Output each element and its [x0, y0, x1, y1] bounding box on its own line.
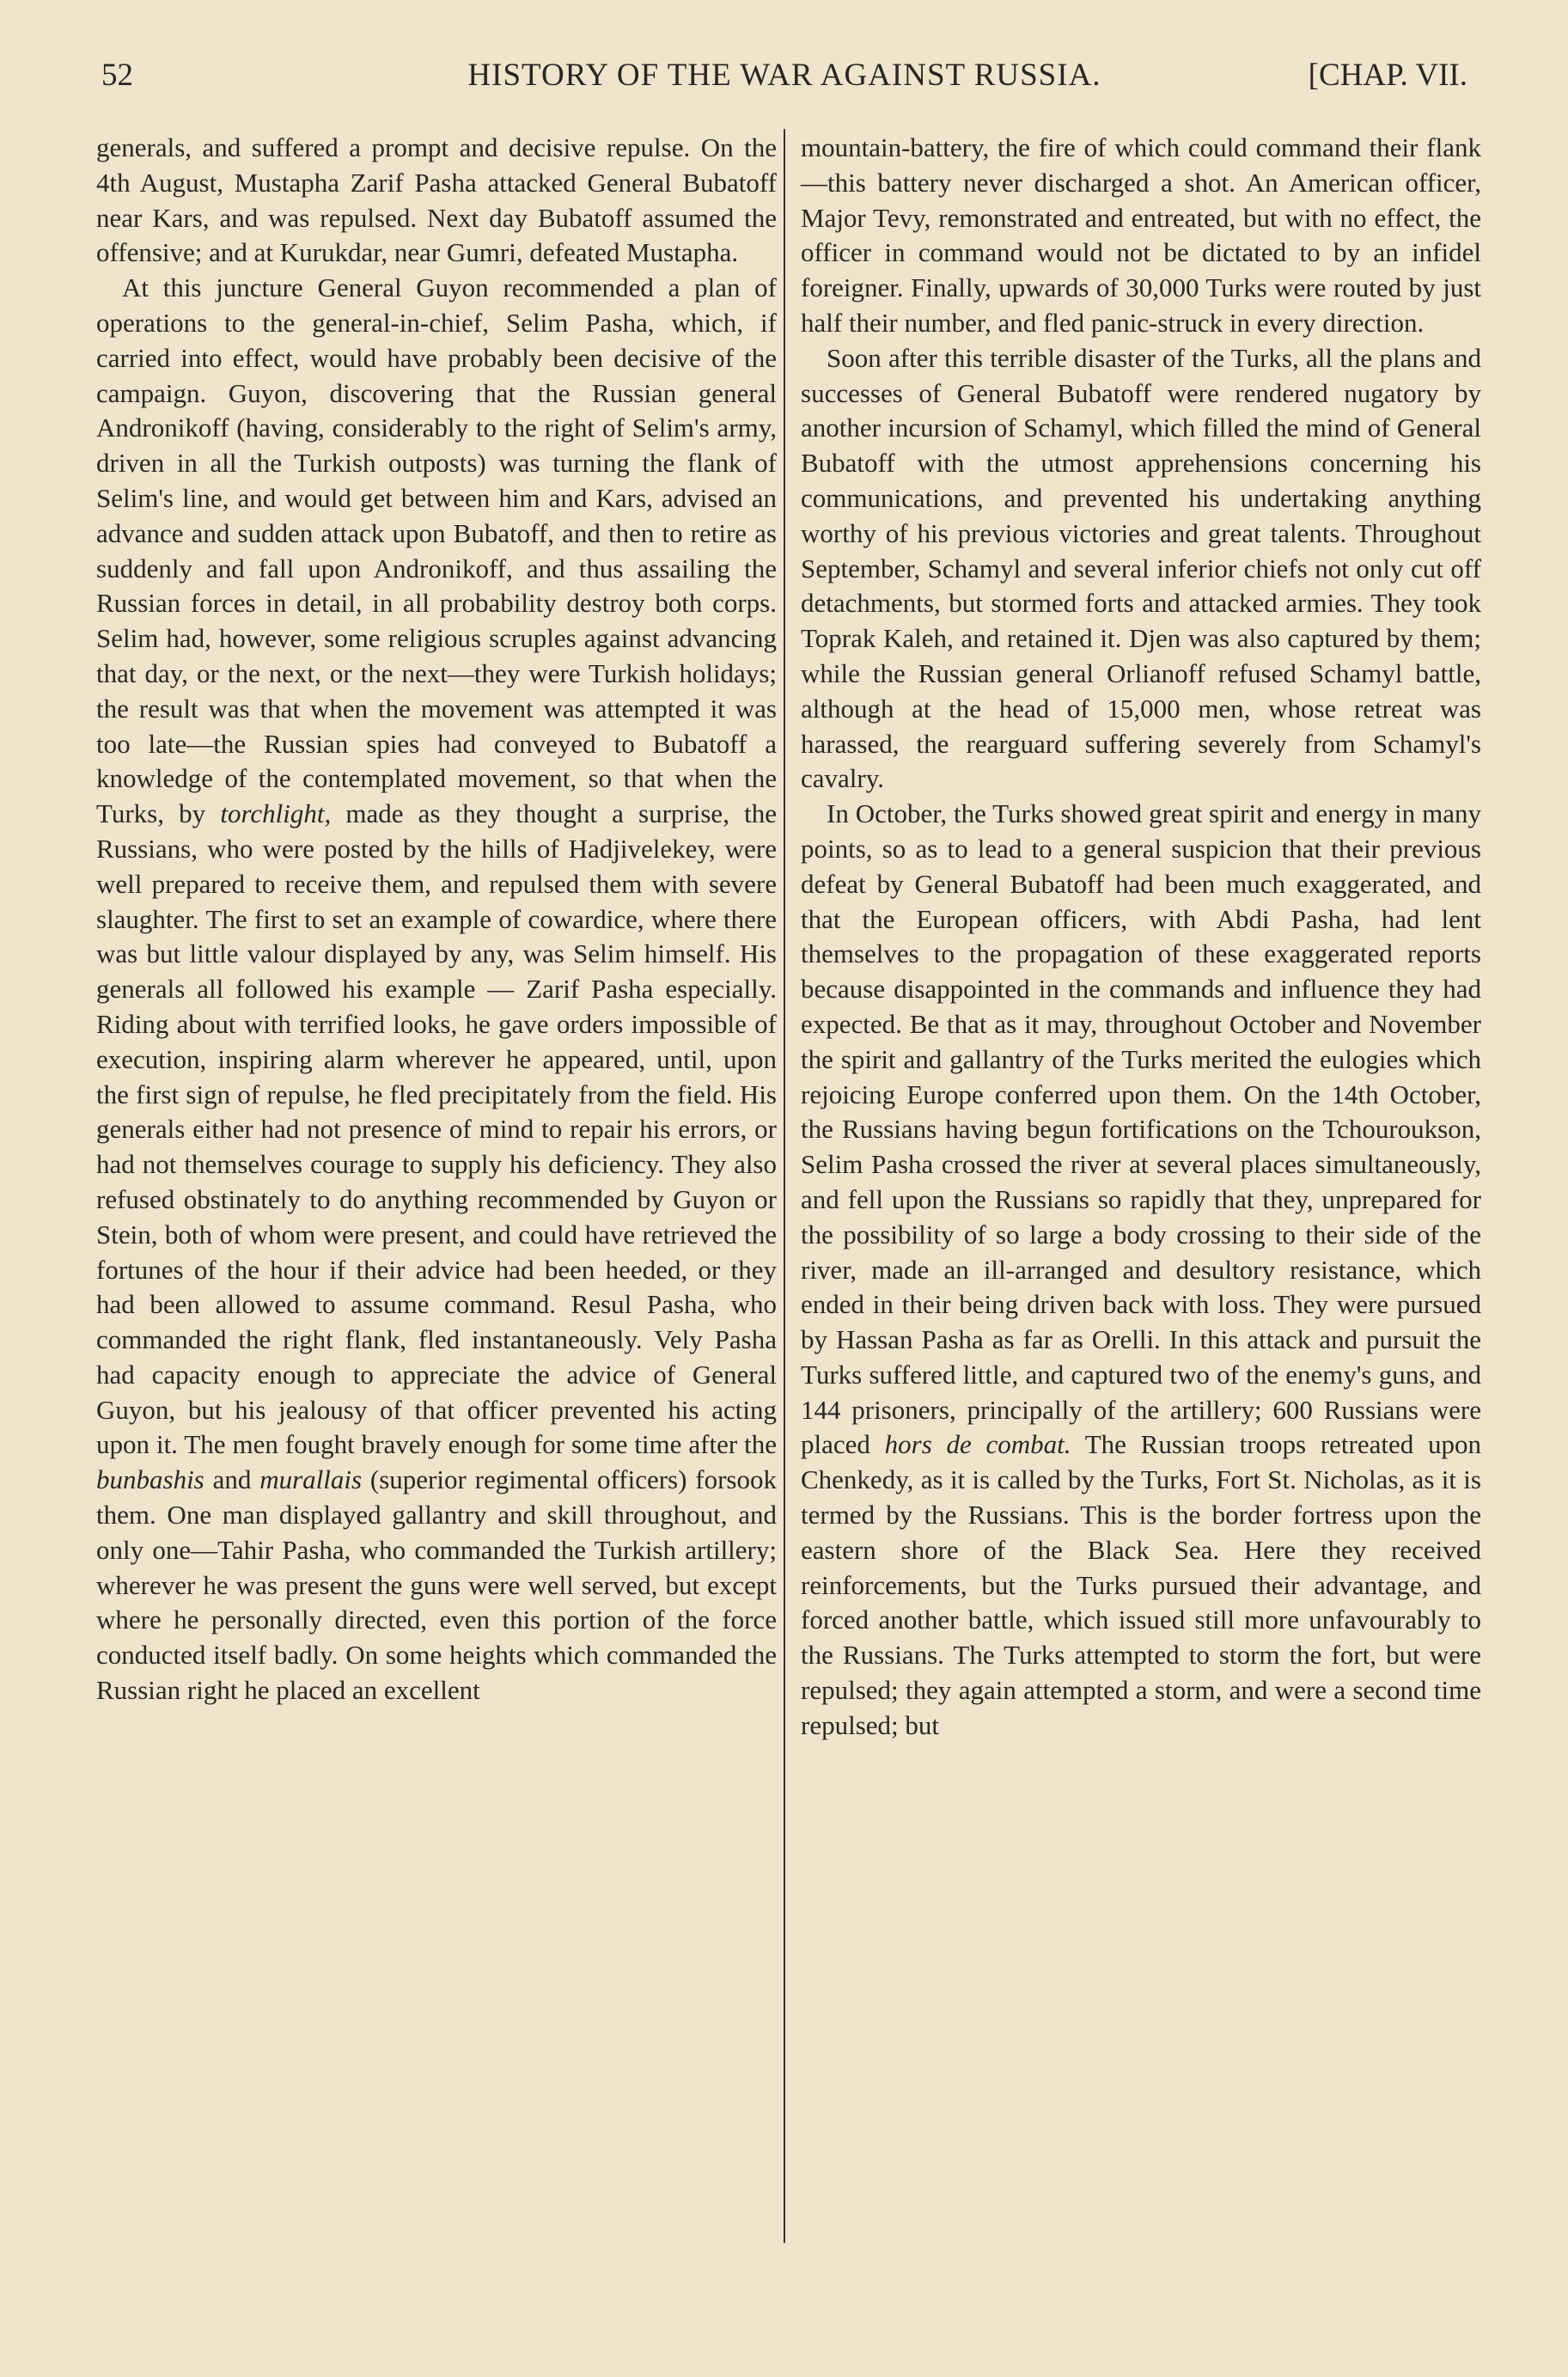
paragraph: mountain-battery, the fire of which could command their flank—this battery never discharged a shot. An American officer, Major Tevy, remonstrated and entreated, but with no effect, the officer in command would not be dictated to by an infidel foreigner. Finally, upwards of 30,000 Turks were routed by just half their number, and fled panic-struck in every direction.	[801, 132, 1481, 338]
paragraph: Soon after this terrible disaster of the Turks, all the plans and successes of General Bubatoff were rendered nugatory by another incursion of Schamyl, which filled the mind of General Bubatoff with the utmost apprehensions concerning his communications, and prevented his undertaking anything worthy of his previous victories and great talents. Throughout September, Schamyl and several inferior chiefs not only cut off detachments, but stormed forts and attacked armies. They took Toprak Kaleh, and retained it. Djen was also captured by them; while the Russian general Orlianoff refused Schamyl battle, although at the head of 15,000 men, whose retreat was harassed, the rearguard suffering severely from Schamyl's cavalry.	[801, 342, 1481, 794]
page-header	[101, 52, 1467, 103]
right-column	[801, 131, 1481, 1744]
text-run: In October, the Turks showed great spirit and energy in many points, so as to lead to a general suspicion that their previous defeat by General Bubatoff had been much exaggerated, and that the European officers, with Abdi Pasha, had lent themselves to the propagation of these exaggerated reports because disappointed in the commands and influence they had expected. Be that as it may, throughout October and November the spirit and gallantry of the Turks merited the eulogies which rejoicing Europe conferred upon them. On the 14th October, the Russians having begun fortifications on the Tchouroukson, Selim Pasha crossed the river at several places simultaneously, and fell upon the Russians so rapidly that they, unprepared for the possibility of so large a body crossing to their side of the river, made an ill-arranged and desultory resistance, which ended in their being driven back with loss. They were pursued by Hassan Pasha as far as Orelli. In this attack and pursuit the Turks suffered little, and captured two of the enemy's guns, and 144 prisoners, principally of the artillery; 600 Russians were placed	[801, 798, 1481, 1460]
italic-term: hors de combat.	[884, 1429, 1071, 1460]
paragraph	[96, 271, 777, 1708]
chapter-label: [CHAP. VII.	[1308, 58, 1467, 93]
text-run: The Russian troops retreated upon Chenkedy, as it is called by the Turks, Fort St. Nicholas, as it is termed by the Russians. This is the border fortress upon the eastern shore of the Black Sea. Here they received reinforcements, but the Turks pursued their advantage, and forced another battle, which issued still more unfavourably to the Russians. The Turks attempted to storm the fort, but were repulsed; they again attempted a storm, and were a second time repulsed; but	[801, 1429, 1481, 1740]
text-run: At this juncture General Guyon recommended a plan of operations to the general-in-chief, Selim Pasha, which, if carried into effect, would have probably been decisive of the campaign. Guyon, discovering that the Russian general Andronikoff (having, considerably to the right of Selim's army, driven in all the Turkish outposts) was turning the flank of Selim's line, and would get between him and Kars, advised an advance and sudden attack upon Bubatoff, and then to retire as suddenly and fall upon Andronikoff, and thus assailing the Russian forces in detail, in all probability destroy both corps. Selim had, however, some religious scruples against advancing that day, or the next, or the next—they were Turkish holidays; the result was that when the movement was attempted it was too late—the Russian spies had conveyed to Bubatoff a knowledge of the contemplated movement, so that when the Turks, by	[96, 272, 777, 829]
column-divider	[784, 129, 785, 2243]
paragraph	[801, 797, 1481, 1744]
text-run: and	[204, 1464, 260, 1495]
page-number: 52	[101, 58, 133, 93]
italic-term: torchlight,	[220, 798, 332, 829]
left-column	[96, 131, 777, 1708]
paragraph: generals, and suffered a prompt and decisive repulse. On the 4th August, Mustapha Zarif Pasha attacked General Bubatoff near Kars, and was repulsed. Next day Bubatoff assumed the offensive; and at Kurukdar, near Gumri, defeated Mustapha.	[96, 132, 777, 268]
running-title: HISTORY OF THE WAR AGAINST RUSSIA.	[467, 58, 1101, 93]
text-run: made as they thought a surprise, the Russians, who were posted by the hills of Hadjivelekey, were well prepared to receive them, and repulsed them with severe slaughter. The first to set an example of cowardice, where there was but little valour displayed by any, was Selim himself. His generals all followed his example — Zarif Pasha especially. Riding about with terrified looks, he gave orders impossible of execution, inspiring alarm wherever he appeared, until, upon the first sign of repulse, he fled precipitately from the field. His generals either had not presence of mind to repair his errors, or had not themselves courage to supply his deficiency. They also refused obstinately to do anything recommended by Guyon or Stein, both of whom were present, and could have retrieved the fortunes of the hour if their advice had been heeded, or they had been allowed to assume command. Resul Pasha, who commanded the right flank, fled instantaneously. Vely Pasha had capacity enough to appreciate the advice of General Guyon, but his jealousy of that officer prevented his acting upon it. The men fought bravely enough for some time after the	[96, 798, 777, 1460]
text-run: (superior regimental officers) forsook them. One man displayed gallantry and skill throughout, and only one—Tahir Pasha, who commanded the Turkish artillery; wherever he was present the guns were well served, but except where he personally directed, even this portion of the force conducted itself badly. On some heights which commanded the Russian right he placed an excellent	[96, 1464, 777, 1706]
italic-term: bunbashis	[96, 1464, 204, 1495]
italic-term: murallais	[259, 1464, 363, 1495]
